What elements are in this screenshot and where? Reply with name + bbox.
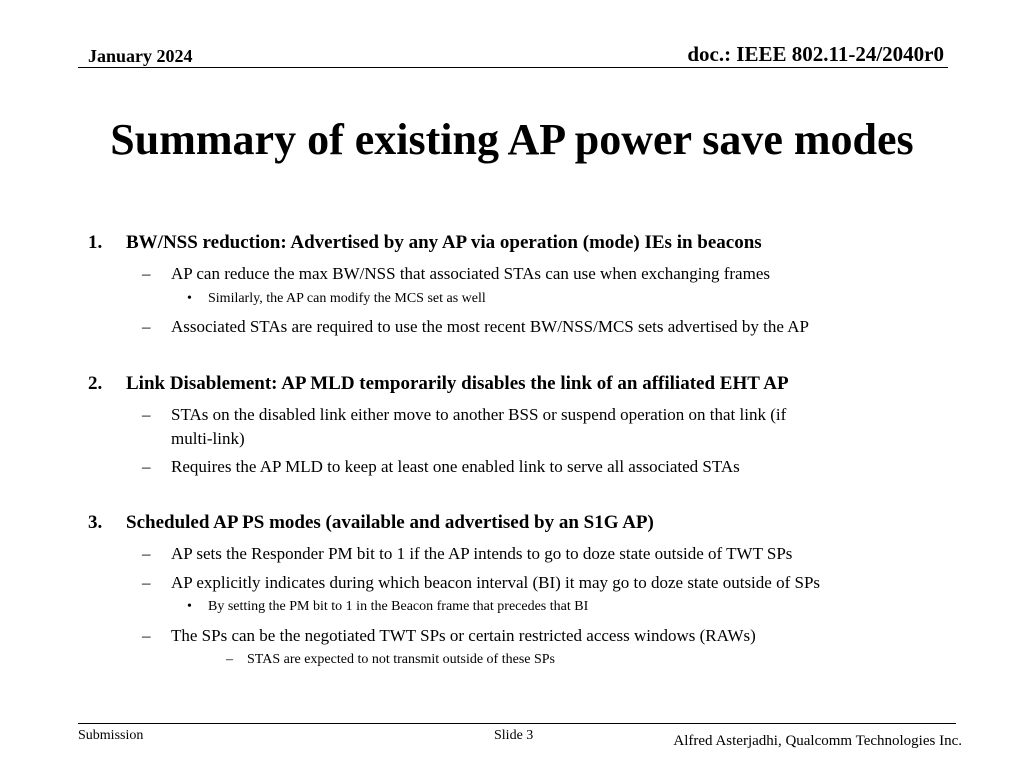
section-3-item-5-text: STAS are expected to not transmit outside of these SPs (247, 652, 555, 667)
section-3-item-5-marker: – (226, 652, 233, 667)
footer-author: Alfred Asterjadhi, Qualcomm Technologies Inc. (673, 733, 962, 749)
section-3-item-1-text: AP sets the Responder PM bit to 1 if the AP intends to go to doze state outside of TWT SPs (171, 544, 793, 563)
section-1-item-3-text: Associated STAs are required to use the most recent BW/NSS/MCS sets advertised by the AP (171, 317, 809, 336)
section-3-item-4-marker: – (142, 626, 151, 645)
footer-submission: Submission (78, 728, 144, 743)
slide-title: Summary of existing AP power save modes (110, 115, 914, 164)
section-3-number: 3. (88, 512, 103, 533)
section-3-item-3-marker: • (187, 599, 192, 614)
header-doc-id: doc.: IEEE 802.11-24/2040r0 (687, 42, 944, 66)
section-2-number: 2. (88, 373, 103, 394)
section-1-heading: BW/NSS reduction: Advertised by any AP via operation (mode) IEs in beacons (126, 232, 762, 253)
header-date: January 2024 (88, 46, 193, 66)
section-2-item-1-text-line1: STAs on the disabled link either move to another BSS or suspend operation on that link (if (171, 405, 787, 424)
section-3-heading: Scheduled AP PS modes (available and advertised by an S1G AP) (126, 512, 654, 533)
section-3-item-3-text: By setting the PM bit to 1 in the Beacon frame that precedes that BI (208, 599, 589, 614)
footer-divider (78, 723, 956, 724)
section-2-item-1-marker: – (142, 405, 151, 424)
section-3-item-2-marker: – (142, 573, 151, 592)
section-1-item-1-text: AP can reduce the max BW/NSS that associated STAs can use when exchanging frames (171, 264, 770, 283)
section-2-item-1-text-line2: multi-link) (171, 429, 245, 448)
footer-slide-number: Slide 3 (494, 728, 534, 743)
section-2-item-2-text: Requires the AP MLD to keep at least one enabled link to serve all associated STAs (171, 457, 740, 476)
section-3-item-4-text: The SPs can be the negotiated TWT SPs or certain restricted access windows (RAWs) (171, 626, 756, 645)
section-3-item-2-text: AP explicitly indicates during which beacon interval (BI) it may go to doze state outside of SPs (171, 573, 821, 592)
section-1-item-3-marker: – (142, 317, 151, 336)
section-2-item-2-marker: – (142, 457, 151, 476)
section-1-item-1-marker: – (142, 264, 151, 283)
section-1-item-2-text: Similarly, the AP can modify the MCS set as well (208, 291, 486, 306)
section-2-heading: Link Disablement: AP MLD temporarily disables the link of an affiliated EHT AP (126, 373, 789, 394)
section-1-item-2-marker: • (187, 291, 192, 306)
section-3-item-1-marker: – (142, 544, 151, 563)
section-1-number: 1. (88, 232, 103, 253)
